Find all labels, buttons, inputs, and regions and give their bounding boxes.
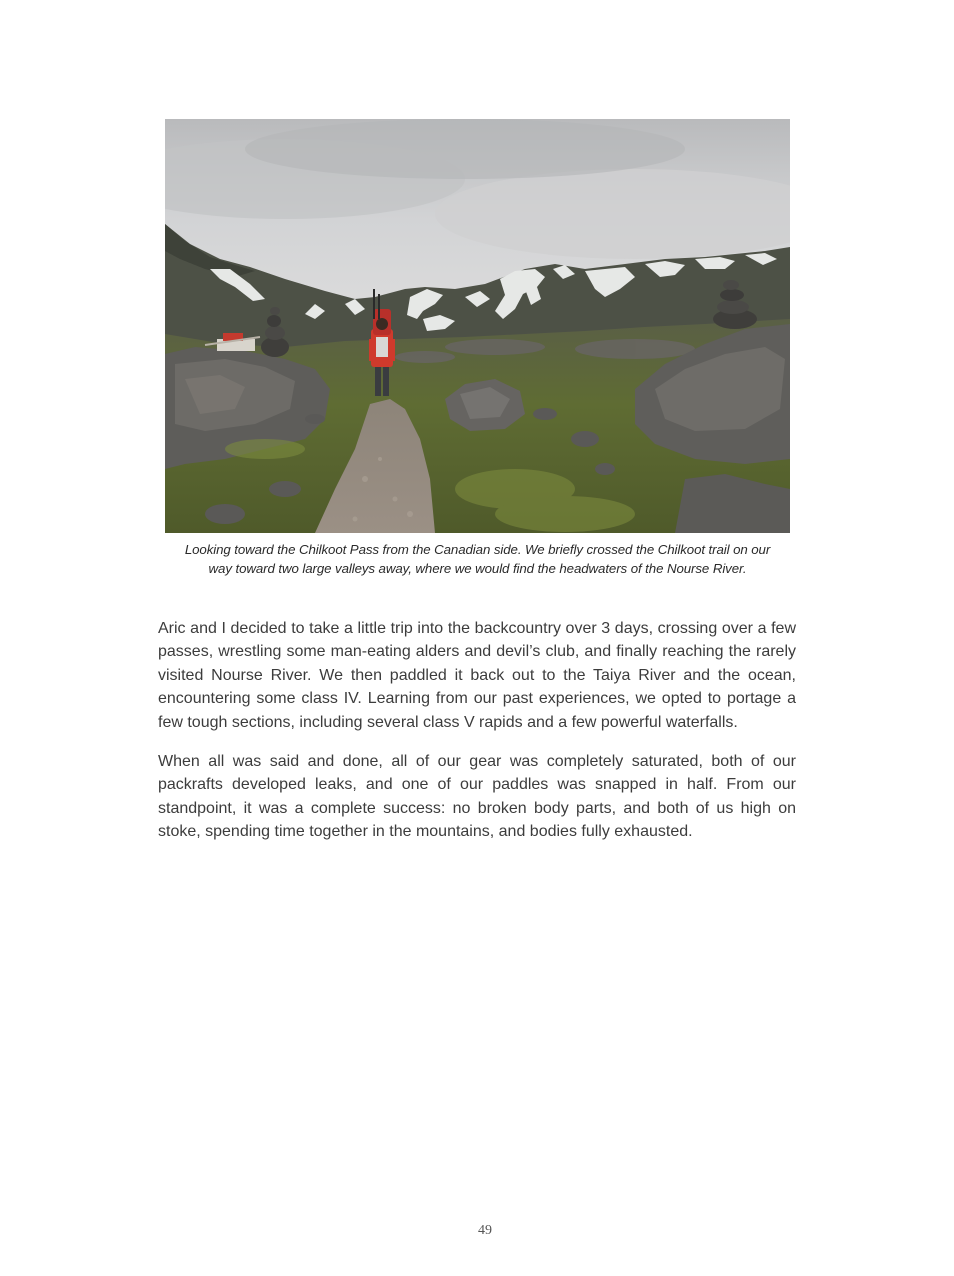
paragraph-2: When all was said and done, all of our gear was completely saturated, both of our packrafts developed leaks, and one of our paddles was snapped in half. From our standpoint, it was a complete success: no broken body parts, and both of us high on stoke, spending time together in the mountains, and bodies fully exhausted. [158, 753, 796, 841]
body-text [158, 617, 796, 860]
landscape-illustration [165, 119, 790, 533]
chilkoot-pass-photo [165, 119, 790, 533]
page-number: 49 [478, 1223, 492, 1238]
paragraph-1: Aric and I decided to take a little trip into the backcountry over 3 days, crossing over a few passes, wrestling some man-eating alders and devil’s club, and finally reaching the rarely visited Nourse River. We then paddled it back out to the Taiya River and the ocean, encountering some class IV. Learning from our past experiences, we opted to portage a few tough sections, including several class V rapids and a few powerful waterfalls. [158, 620, 796, 731]
caption-line-1: Looking toward the Chilkoot Pass from the Canadian side. We briefly crossed the Chilkoot trail on our [184, 542, 771, 557]
caption-line-2: way toward two large valleys away, where we would find the headwaters of the Nourse River. [208, 561, 747, 576]
figure-caption [160, 540, 795, 578]
